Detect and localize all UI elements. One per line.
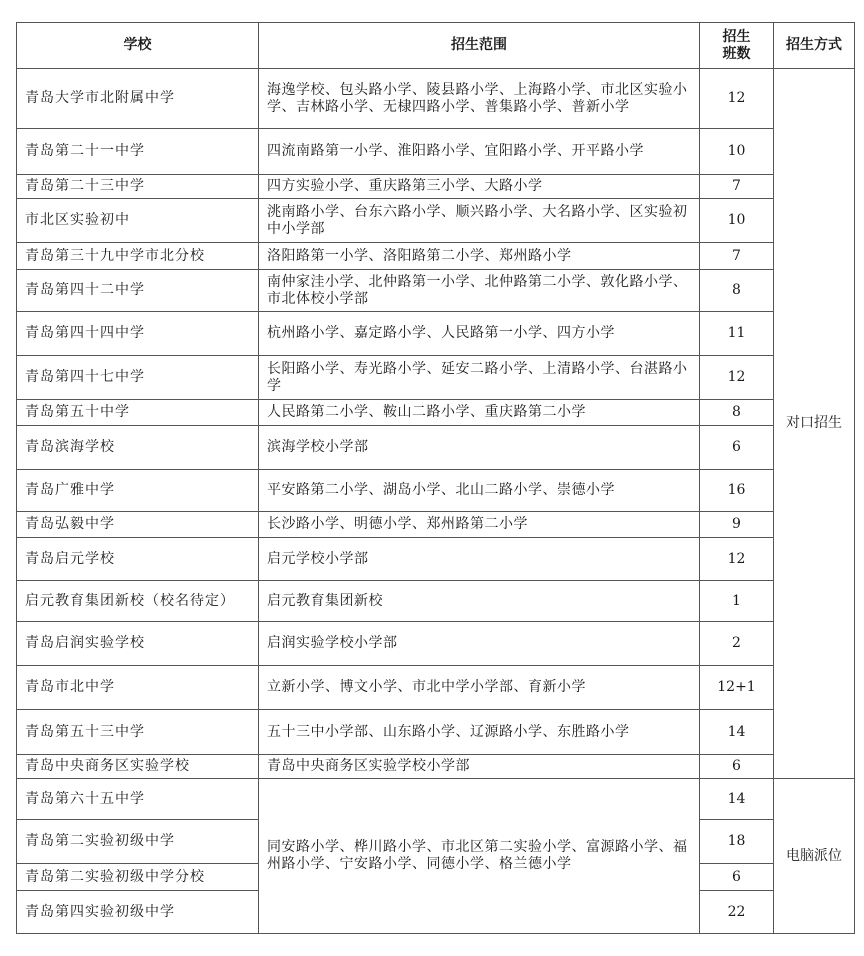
class-count: 18 — [700, 820, 774, 864]
school-name: 青岛第五十三中学 — [17, 710, 259, 755]
school-name: 青岛第三十九中学市北分校 — [17, 243, 259, 270]
table-row — [17, 755, 855, 779]
class-count: 12 — [700, 69, 774, 129]
table-row — [17, 270, 855, 312]
enrollment-range: 滨海学校小学部 — [259, 426, 700, 470]
class-count: 12+1 — [700, 666, 774, 710]
school-name: 青岛启元学校 — [17, 538, 259, 581]
class-count: 14 — [700, 710, 774, 755]
header-row — [17, 23, 855, 69]
class-count: 6 — [700, 426, 774, 470]
table-row — [17, 622, 855, 666]
school-name: 青岛第二实验初级中学 — [17, 820, 259, 864]
school-name: 青岛第四实验初级中学 — [17, 891, 259, 934]
class-count: 22 — [700, 891, 774, 934]
enrollment-range: 长阳路小学、寿光路小学、延安二路小学、上清路小学、台湛路小学 — [259, 356, 700, 400]
table-row — [17, 199, 855, 243]
class-count: 8 — [700, 270, 774, 312]
school-name: 青岛弘毅中学 — [17, 512, 259, 538]
table-row — [17, 538, 855, 581]
class-count: 9 — [700, 512, 774, 538]
class-count: 6 — [700, 755, 774, 779]
class-count: 10 — [700, 129, 774, 175]
class-count: 6 — [700, 864, 774, 891]
table-row — [17, 512, 855, 538]
enrollment-range: 启元学校小学部 — [259, 538, 700, 581]
header-count-line1: 招生 — [722, 28, 751, 45]
table-row — [17, 426, 855, 470]
class-count: 10 — [700, 199, 774, 243]
enrollment-range: 洮南路小学、台东六路小学、顺兴路小学、大名路小学、区实验初中小学部 — [259, 199, 700, 243]
school-name: 青岛第二十一中学 — [17, 129, 259, 175]
header-count-line2: 班数 — [722, 45, 751, 62]
school-name: 青岛滨海学校 — [17, 426, 259, 470]
class-count: 11 — [700, 312, 774, 356]
enrollment-range: 四方实验小学、重庆路第三小学、大路小学 — [259, 175, 700, 199]
school-name: 青岛市北中学 — [17, 666, 259, 710]
enrollment-range: 立新小学、博文小学、市北中学小学部、育新小学 — [259, 666, 700, 710]
school-name: 青岛中央商务区实验学校 — [17, 755, 259, 779]
school-name: 青岛第二十三中学 — [17, 175, 259, 199]
enrollment-range: 启元教育集团新校 — [259, 581, 700, 622]
table-row — [17, 581, 855, 622]
table-row — [17, 470, 855, 512]
enrollment-range: 南仲家洼小学、北仲路第一小学、北仲路第二小学、敦化路小学、市北体校小学部 — [259, 270, 700, 312]
class-count: 12 — [700, 356, 774, 400]
school-name: 启元教育集团新校（校名待定） — [17, 581, 259, 622]
class-count: 14 — [700, 779, 774, 820]
school-name: 青岛第五十中学 — [17, 400, 259, 426]
table-row — [17, 779, 855, 820]
header-method: 招生方式 — [774, 23, 855, 69]
class-count: 12 — [700, 538, 774, 581]
school-name: 青岛第四十四中学 — [17, 312, 259, 356]
table-row — [17, 666, 855, 710]
table-row — [17, 175, 855, 199]
enrollment-range: 四流南路第一小学、淮阳路小学、宜阳路小学、开平路小学 — [259, 129, 700, 175]
header-class-count — [700, 23, 774, 69]
enrollment-range: 平安路第二小学、湖岛小学、北山二路小学、崇德小学 — [259, 470, 700, 512]
header-range: 招生范围 — [259, 23, 700, 69]
shared-enrollment-range: 同安路小学、桦川路小学、市北区第二实验小学、富源路小学、福州路小学、宁安路小学、同德小学、格兰德小学 — [259, 779, 700, 934]
enrollment-range: 海逸学校、包头路小学、陵县路小学、上海路小学、市北区实验小学、吉林路小学、无棣四路小学、普集路小学、普新小学 — [259, 69, 700, 129]
enrollment-range: 洛阳路第一小学、洛阳路第二小学、郑州路小学 — [259, 243, 700, 270]
school-name: 市北区实验初中 — [17, 199, 259, 243]
table-row — [17, 710, 855, 755]
class-count: 8 — [700, 400, 774, 426]
school-name: 青岛启润实验学校 — [17, 622, 259, 666]
table-row — [17, 356, 855, 400]
table-row — [17, 69, 855, 129]
enrollment-range: 长沙路小学、明德小学、郑州路第二小学 — [259, 512, 700, 538]
enrollment-range: 启润实验学校小学部 — [259, 622, 700, 666]
method-computer: 电脑派位 — [774, 779, 855, 934]
table-row — [17, 243, 855, 270]
school-name: 青岛第四十二中学 — [17, 270, 259, 312]
school-name: 青岛第六十五中学 — [17, 779, 259, 820]
class-count: 2 — [700, 622, 774, 666]
table-row — [17, 129, 855, 175]
school-name: 青岛第四十七中学 — [17, 356, 259, 400]
school-name: 青岛第二实验初级中学分校 — [17, 864, 259, 891]
class-count: 7 — [700, 243, 774, 270]
enrollment-range: 五十三中小学部、山东路小学、辽源路小学、东胜路小学 — [259, 710, 700, 755]
class-count: 7 — [700, 175, 774, 199]
enrollment-range: 杭州路小学、嘉定路小学、人民路第一小学、四方小学 — [259, 312, 700, 356]
enrollment-table — [16, 22, 855, 934]
table-row — [17, 400, 855, 426]
table-row — [17, 312, 855, 356]
enrollment-range: 人民路第二小学、鞍山二路小学、重庆路第二小学 — [259, 400, 700, 426]
school-name: 青岛大学市北附属中学 — [17, 69, 259, 129]
method-direct: 对口招生 — [774, 69, 855, 779]
school-name: 青岛广雅中学 — [17, 470, 259, 512]
class-count: 1 — [700, 581, 774, 622]
class-count: 16 — [700, 470, 774, 512]
header-school: 学校 — [17, 23, 259, 69]
enrollment-range: 青岛中央商务区实验学校小学部 — [259, 755, 700, 779]
